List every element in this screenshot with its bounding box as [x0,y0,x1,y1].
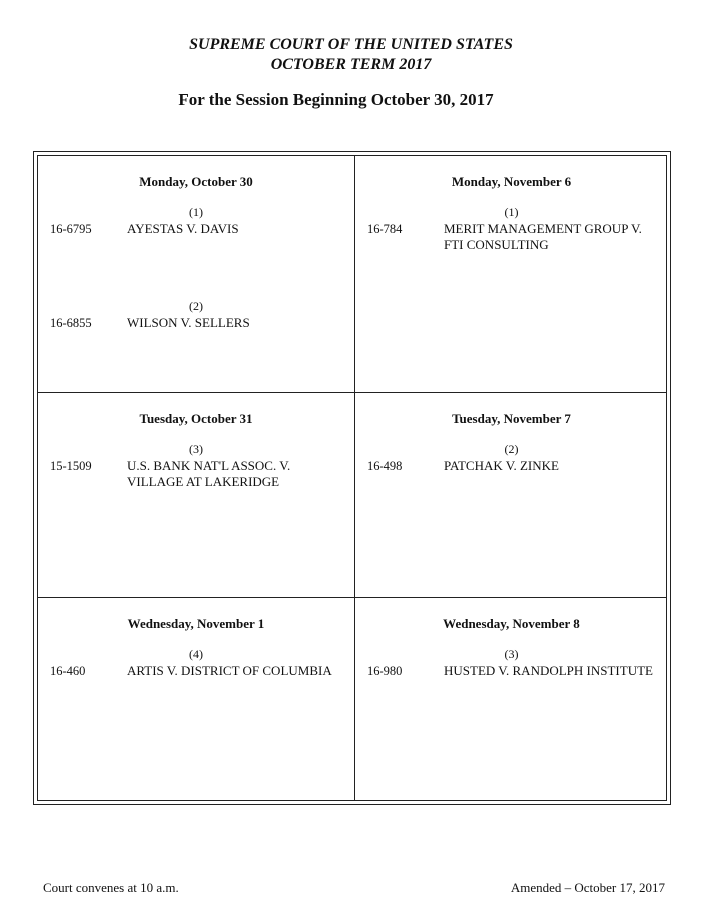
day-heading: Monday, October 30 [139,174,253,189]
argument-order: (1) [504,205,519,219]
amended-note: Amended – October 17, 2017 [510,880,665,895]
argument-order: (2) [189,299,203,313]
calendar-grid [37,155,667,801]
day-heading: Tuesday, November 7 [452,411,571,426]
day-cell [38,598,354,802]
case-title: U.S. BANK NAT'L ASSOC. V. VILLAGE AT LAKERIDGE [127,458,291,489]
docket-number: 16-980 [367,664,403,678]
case-title: HUSTED V. RANDOLPH INSTITUTE [444,663,653,678]
term-title: OCTOBER TERM 2017 [270,56,432,73]
day-cell [38,156,354,392]
docket-number: 16-6795 [50,222,92,236]
day-cell [38,393,354,597]
court-title: SUPREME COURT OF THE UNITED STATES [189,36,513,53]
day-heading: Wednesday, November 8 [443,616,580,631]
day-cell [355,156,668,392]
argument-order: (1) [189,205,203,219]
case-title: PATCHAK V. ZINKE [444,458,559,473]
docket-number: 16-498 [367,459,403,473]
day-cell [355,598,668,802]
argument-order: (4) [189,647,203,661]
case-title: ARTIS V. DISTRICT OF COLUMBIA [127,663,332,678]
docket-number: 16-460 [50,664,86,678]
day-cell [355,393,668,597]
day-heading: Tuesday, October 31 [139,411,253,426]
convene-note: Court convenes at 10 a.m. [43,880,179,895]
day-heading: Wednesday, November 1 [127,616,265,631]
argument-order: (2) [504,442,519,456]
docket-number: 16-784 [367,222,403,236]
calendar-table [33,151,671,805]
argument-order: (3) [504,647,519,661]
argument-order: (3) [189,442,203,456]
docket-number: 16-6855 [50,316,92,330]
case-title: AYESTAS V. DAVIS [127,221,239,236]
day-heading: Monday, November 6 [451,174,572,189]
docket-number: 15-1509 [50,459,92,473]
case-title: WILSON V. SELLERS [127,315,250,330]
case-title: MERIT MANAGEMENT GROUP V. FTI CONSULTING [444,221,642,252]
session-title: For the Session Beginning October 30, 2017 [178,90,494,109]
